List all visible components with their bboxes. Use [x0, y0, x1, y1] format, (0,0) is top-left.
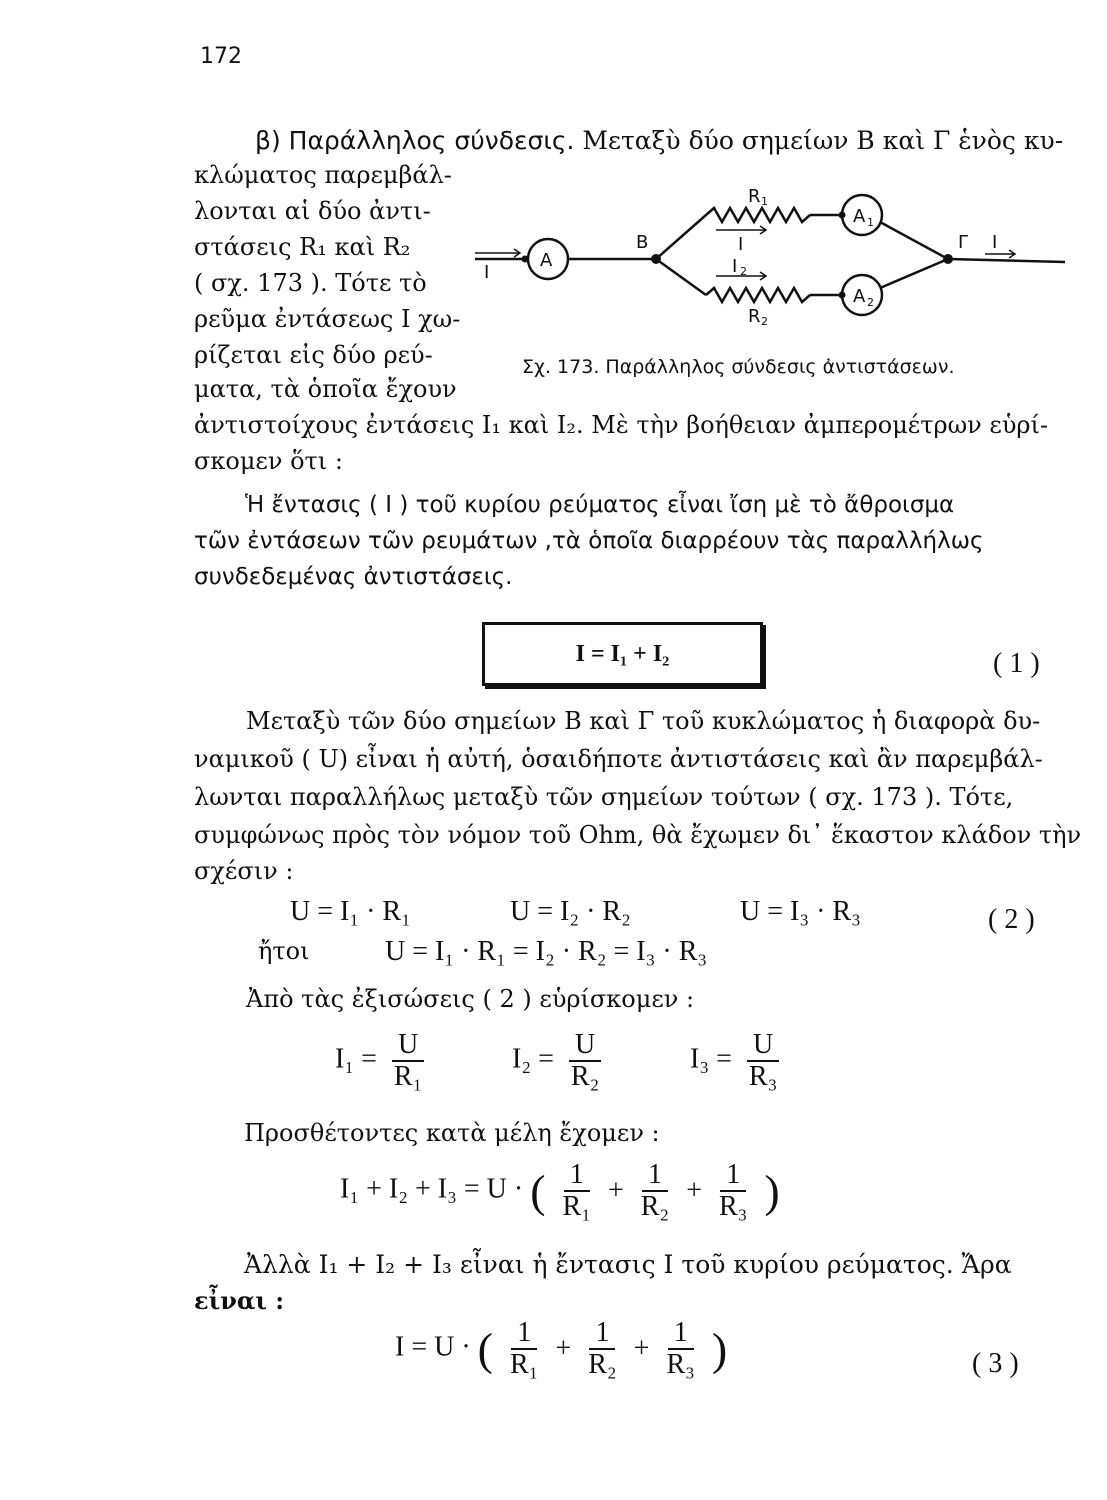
adding-text: Προσθέτοντες κατὰ μέλη ἔχομεν : — [244, 1119, 660, 1147]
boxed-equation — [482, 622, 763, 686]
fraction-den: R₂ — [640, 1191, 670, 1222]
statement-line: τῶν ἐντάσεων τῶν ρευμάτων ,τὰ ὁποῖα διαρρέουν τὰς παραλλήλως — [194, 528, 984, 554]
para1-line: ματα, τὰ ὁποῖα ἔχουν — [194, 375, 457, 403]
para2-line: Μεταξὺ τῶν δύο σημείων Β καὶ Γ τοῦ κυκλώματος ἡ διαφορὰ δυ- — [246, 707, 1041, 735]
equation-3: I = U · ( $\frac{1}{\text{R₁}}$ + $\frac{1}{\text{R₂}}$ + $\frac{1}{\text{R₃}}$ ) — [395, 1317, 728, 1380]
label-r1: R — [748, 186, 761, 207]
label-i2: I — [732, 256, 738, 277]
eq3-lhs: I = U · — [395, 1331, 471, 1363]
paren-open: ( — [530, 1165, 546, 1217]
fraction-i2 — [512, 1030, 609, 1092]
statement-line: Ἡ ἔντασις ( Ι ) τοῦ κυρίου ρεύματος εἶναι ἴση μὲ τὸ ἄθροισμα — [245, 492, 955, 518]
label-r2: R — [748, 306, 761, 327]
fraction-den: R₂ — [570, 1061, 600, 1092]
htoi-word: ἤτοι — [258, 937, 310, 965]
label-b: B — [636, 232, 649, 253]
fraction-num: U — [569, 1030, 601, 1062]
label-g: Γ — [958, 232, 969, 253]
para2-line: σχέσιν : — [194, 857, 294, 885]
fraction-den: R₁ — [510, 1349, 539, 1380]
fraction-num: 1 — [589, 1318, 615, 1350]
fraction-num: 1 — [720, 1160, 746, 1192]
fraction-den: R₂ — [588, 1349, 617, 1380]
para1-line: λονται αἱ δύο ἀντι- — [194, 197, 431, 225]
circuit-diagram — [470, 180, 1070, 330]
para2-line: συμφώνως πρὸς τὸν νόμον τοῦ Ohm, θὰ ἔχωμεν δι᾽ ἕκαστον κλάδον τὴν — [194, 821, 1082, 849]
node-b — [651, 254, 661, 264]
fraction-den: R₁ — [562, 1191, 591, 1222]
equation-2c: U = I₃ · R₃ — [740, 896, 861, 927]
equation-2-combined: U = I₁ · R₁ = I₂ · R₂ = I₃ · R₃ — [385, 936, 708, 967]
para1-line: ( σχ. 173 ). Τότε τὸ — [194, 269, 427, 297]
label-r1-sub: 1 — [761, 195, 768, 208]
label-a2-sub: 2 — [867, 296, 874, 309]
para1-line: ρίζεται εἰς δύο ρεύ- — [194, 341, 433, 369]
fraction-num: U — [747, 1030, 779, 1062]
label-a1: A — [853, 206, 866, 227]
fraction-lhs: I₂ = — [512, 1043, 554, 1075]
fraction-lhs: I₃ = — [690, 1043, 732, 1075]
label-r2-sub: 2 — [761, 315, 768, 328]
label-i-top: I — [738, 234, 744, 255]
fraction-num: 1 — [642, 1160, 668, 1192]
para1-line1 — [255, 126, 1063, 156]
label-i-in: I — [484, 262, 490, 283]
para1-line: σκομεν ὅτι : — [194, 447, 343, 475]
fraction-num: 1 — [511, 1318, 537, 1350]
para1-line: ἀντιστοίχους ἐντάσεις Ι₁ καὶ Ι₂. Μὲ τὴν βοήθειαν ἀμπερομέτρων εὑρί- — [194, 411, 1049, 439]
figure-caption: Σχ. 173. Παράλληλος σύνδεσις ἀντιστάσεων. — [522, 356, 955, 378]
paren-close: ) — [764, 1165, 780, 1217]
fraction-den: R₃ — [666, 1349, 695, 1380]
para2-line: λωνται παραλλήλως μεταξὺ τῶν σημείων τούτων ( σχ. 173 ). Τότε, — [194, 783, 1014, 811]
equation-number-2: ( 2 ) — [988, 904, 1035, 935]
equation-1: I = I₁ + I₂ — [575, 641, 670, 667]
fraction-i1 — [335, 1030, 432, 1092]
label-a2: A — [853, 286, 866, 307]
but-line-2: εἶναι : — [194, 1286, 285, 1315]
sum-equation: I₁ + I₂ + I₃ = U · ( $\frac{1}{\text{R₁}}$ + $\frac{1}{\text{R₂}}$ + $\frac{1}{\text{R₃}}$ ) — [340, 1159, 780, 1222]
paren-close: ) — [711, 1323, 728, 1375]
fraction-num: 1 — [668, 1318, 694, 1350]
para1-line1-rest: Μεταξὺ δύο σημείων Β καὶ Γ ἑνὸς κυ- — [582, 126, 1064, 155]
para1-line: ρεῦμα ἐντάσεως Ι χω- — [194, 305, 461, 333]
label-i2-sub: 2 — [740, 265, 747, 278]
but-line-1: Ἀλλὰ I₁ + I₂ + I₃ εἶναι ἡ ἔντασις Ι τοῦ κυρίου ρεύματος. Ἄρα — [244, 1250, 1012, 1279]
label-i-out: I — [992, 232, 998, 253]
fraction-num: 1 — [564, 1160, 590, 1192]
section-heading: β) Παράλληλος σύνδεσις. — [255, 126, 575, 155]
from-equations-text: Ἀπὸ τὰς ἐξισώσεις ( 2 ) εὑρίσκομεν : — [246, 985, 695, 1013]
fraction-i3 — [690, 1030, 787, 1092]
fraction-den: R₁ — [393, 1061, 423, 1092]
output-wire — [948, 259, 1065, 262]
equation-number-1: ( 1 ) — [993, 648, 1040, 679]
fraction-den: R₃ — [748, 1061, 778, 1092]
paren-open: ( — [477, 1323, 493, 1375]
sum-lhs: I₁ + I₂ + I₃ = U · — [340, 1173, 524, 1205]
equation-2a: U = I₁ · R₁ — [290, 896, 411, 927]
resistor-r2 — [706, 288, 810, 302]
lower-branch-wire — [656, 259, 706, 295]
fraction-lhs: I₁ = — [335, 1043, 377, 1075]
equation-number-3: ( 3 ) — [972, 1348, 1019, 1379]
label-a: A — [540, 250, 553, 271]
para1-line: κλώματος παρεμβάλ- — [194, 161, 452, 189]
page-number: 172 — [200, 44, 242, 69]
para2-line: ναμικοῦ ( U) εἶναι ἡ αὐτή, ὁσαιδήποτε ἀντιστάσεις καὶ ἂν παρεμβάλ- — [194, 745, 1043, 773]
upper-branch-wire — [656, 215, 706, 259]
node-g — [943, 254, 953, 264]
para1-line: στάσεις R₁ καὶ R₂ — [194, 233, 411, 261]
equation-2b: U = I₂ · R₂ — [510, 896, 631, 927]
resistor-r1 — [706, 208, 810, 222]
label-a1-sub: 1 — [867, 216, 874, 229]
statement-line: συνδεδεμένας ἀντιστάσεις. — [194, 564, 513, 590]
fraction-den: R₃ — [718, 1191, 748, 1222]
fraction-num: U — [392, 1030, 424, 1062]
